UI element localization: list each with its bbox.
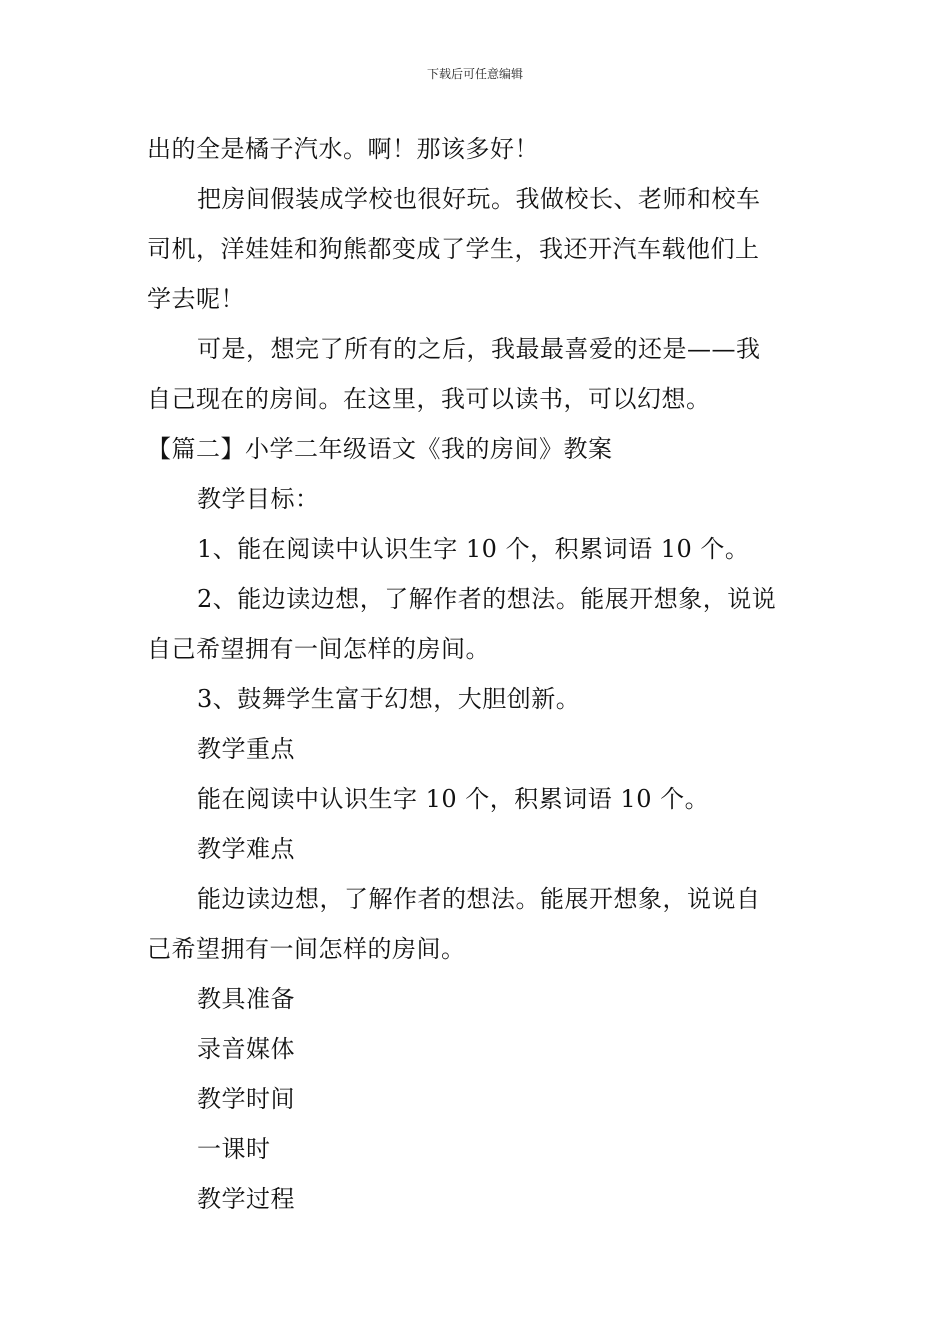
- text-line: 自己希望拥有一间怎样的房间。: [147, 635, 490, 663]
- text-line: 教具准备: [197, 985, 295, 1013]
- text-line: 教学过程: [197, 1185, 295, 1213]
- text-line: 一课时: [197, 1135, 271, 1163]
- text-line: 教学时间: [197, 1085, 295, 1113]
- text-line: 自己现在的房间。在这里，我可以读书，可以幻想。: [147, 385, 711, 413]
- text-line: 己希望拥有一间怎样的房间。: [147, 935, 466, 963]
- text-line: 教学重点: [197, 735, 295, 763]
- text-line: 把房间假装成学校也很好玩。我做校长、老师和校车: [197, 185, 761, 213]
- text-line: 2、能边读边想，了解作者的想法。能展开想象，说说: [197, 585, 777, 613]
- text-line: 司机，洋娃娃和狗熊都变成了学生，我还开汽车载他们上: [147, 235, 760, 263]
- document-body: [147, 124, 807, 1224]
- text-line: 1、能在阅读中认识生字 10 个，积累词语 10 个。: [197, 535, 750, 563]
- text-line: 可是，想完了所有的之后，我最最喜爱的还是——我: [197, 335, 761, 363]
- text-line: 能在阅读中认识生字 10 个，积累词语 10 个。: [197, 785, 710, 813]
- text-line: 录音媒体: [197, 1035, 295, 1063]
- text-line: 教学目标：: [197, 485, 320, 513]
- text-line: 教学难点: [197, 835, 295, 863]
- section-heading: 【篇二】小学二年级语文《我的房间》教案: [147, 435, 613, 463]
- text-line: 学去呢！: [147, 285, 245, 313]
- text-line: 3、鼓舞学生富于幻想，大胆创新。: [197, 685, 581, 713]
- page-header: 下载后可任意编辑: [426, 67, 523, 81]
- text-line: 能边读边想，了解作者的想法。能展开想象，说说自: [197, 885, 761, 913]
- text-line: 出的全是橘子汽水。啊！那该多好！: [147, 135, 539, 163]
